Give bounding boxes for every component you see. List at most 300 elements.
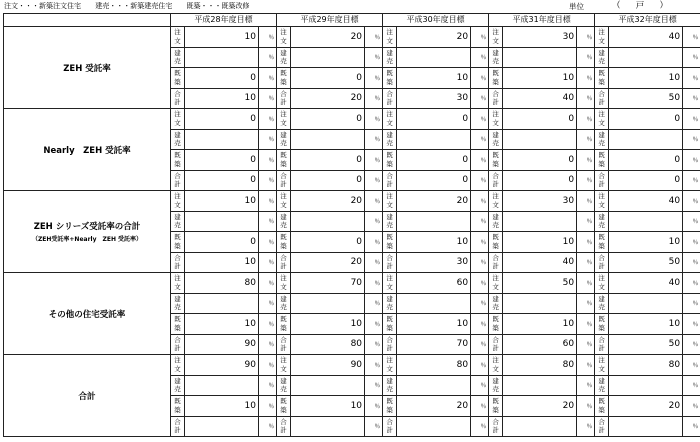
percent-unit: ％: [471, 293, 489, 314]
value-cell: 10: [291, 396, 365, 417]
value-cell: [397, 416, 471, 437]
row-type-char: 建: [280, 376, 287, 385]
value-cell: 20: [609, 396, 683, 417]
row-type-label: [595, 314, 609, 335]
table-row: [4, 355, 700, 376]
percent-unit: ％: [259, 47, 277, 68]
row-type-char: 計: [386, 426, 393, 435]
row-type-char: 既: [280, 151, 287, 160]
row-type-char: 売: [386, 385, 393, 394]
value-cell: 10: [185, 314, 259, 335]
row-type-char: 計: [492, 426, 499, 435]
row-type-label: [595, 170, 609, 191]
row-type-label: [171, 27, 185, 48]
row-type-label: [277, 416, 291, 437]
value-cell: [185, 293, 259, 314]
row-type-char: 売: [598, 221, 605, 230]
percent-unit: ％: [259, 191, 277, 212]
percent-unit: ％: [471, 27, 489, 48]
row-type-char: 計: [174, 180, 181, 189]
percent-unit: ％: [259, 232, 277, 253]
row-type-char: 売: [598, 139, 605, 148]
table-row: [4, 27, 700, 48]
row-type-label: [489, 273, 503, 294]
row-type-char: 計: [174, 426, 181, 435]
value-cell: [503, 211, 577, 232]
row-type-label: [595, 232, 609, 253]
row-type-label: [489, 47, 503, 68]
row-type-char: 文: [386, 282, 393, 291]
value-cell: [185, 129, 259, 150]
row-type-label: [595, 375, 609, 396]
row-type-label: [489, 232, 503, 253]
year-header: 平成28年度目標: [171, 14, 277, 27]
value-cell: 50: [609, 334, 683, 355]
value-cell: 20: [291, 252, 365, 273]
row-type-char: 合: [492, 253, 499, 262]
row-type-char: 築: [280, 405, 287, 414]
row-type-char: 売: [174, 57, 181, 66]
row-type-char: 合: [280, 335, 287, 344]
percent-unit: ％: [365, 375, 383, 396]
row-type-char: 築: [492, 241, 499, 250]
percent-unit: ％: [577, 293, 595, 314]
percent-unit: ％: [683, 27, 700, 48]
row-type-char: 文: [280, 200, 287, 209]
row-type-char: 注: [598, 28, 605, 37]
value-cell: 0: [291, 232, 365, 253]
value-cell: [397, 293, 471, 314]
value-cell: 30: [503, 27, 577, 48]
row-type-char: 築: [598, 323, 605, 332]
row-type-label: [595, 88, 609, 109]
percent-unit: ％: [471, 355, 489, 376]
row-type-char: 合: [492, 335, 499, 344]
row-type-label: [171, 355, 185, 376]
row-type-label: [383, 252, 397, 273]
percent-unit: ％: [683, 129, 700, 150]
row-type-char: 文: [280, 36, 287, 45]
value-cell: [397, 129, 471, 150]
row-type-label: [171, 273, 185, 294]
row-type-label: [171, 88, 185, 109]
row-type-label: [277, 211, 291, 232]
value-cell: [609, 375, 683, 396]
value-cell: 10: [185, 27, 259, 48]
percent-unit: ％: [471, 314, 489, 335]
row-type-label: [383, 109, 397, 130]
percent-unit: ％: [577, 396, 595, 417]
row-type-char: 計: [598, 426, 605, 435]
value-cell: 0: [291, 109, 365, 130]
row-type-label: [595, 150, 609, 171]
row-type-char: 築: [598, 159, 605, 168]
row-type-label: [277, 396, 291, 417]
row-type-char: 注: [386, 192, 393, 201]
value-cell: [291, 129, 365, 150]
value-cell: 40: [503, 88, 577, 109]
row-type-char: 既: [598, 397, 605, 406]
value-cell: 30: [397, 88, 471, 109]
percent-unit: ％: [365, 334, 383, 355]
row-type-char: 計: [598, 262, 605, 271]
row-type-label: [383, 150, 397, 171]
row-type-label: [595, 273, 609, 294]
row-type-char: 既: [280, 315, 287, 324]
row-type-char: 売: [280, 139, 287, 148]
row-type-char: 文: [598, 282, 605, 291]
row-type-label: [383, 273, 397, 294]
percent-unit: ％: [259, 375, 277, 396]
row-type-label: [171, 129, 185, 150]
row-type-char: 計: [598, 98, 605, 107]
value-cell: 0: [291, 68, 365, 89]
row-type-char: 建: [598, 376, 605, 385]
row-type-label: [171, 314, 185, 335]
percent-unit: ％: [577, 170, 595, 191]
row-type-char: 文: [598, 36, 605, 45]
row-type-char: 注: [598, 192, 605, 201]
row-type-char: 築: [386, 323, 393, 332]
value-cell: [291, 47, 365, 68]
row-type-char: 既: [386, 69, 393, 78]
row-type-char: 合: [174, 253, 181, 262]
value-cell: 0: [397, 109, 471, 130]
value-cell: 10: [609, 314, 683, 335]
row-type-char: 建: [174, 48, 181, 57]
value-cell: 80: [609, 355, 683, 376]
row-type-char: 売: [598, 385, 605, 394]
percent-unit: ％: [365, 27, 383, 48]
percent-unit: ％: [471, 334, 489, 355]
value-cell: 80: [397, 355, 471, 376]
row-type-label: [277, 150, 291, 171]
value-cell: 20: [503, 396, 577, 417]
corner-cell: [4, 14, 171, 27]
value-cell: 60: [397, 273, 471, 294]
row-type-label: [489, 314, 503, 335]
row-type-char: 売: [280, 57, 287, 66]
category-subtitle: （ZEH受託率+Nearly ZEH 受託率）: [31, 236, 143, 243]
abbreviation-legend: [4, 0, 261, 13]
row-type-char: 合: [280, 171, 287, 180]
row-type-char: 売: [386, 303, 393, 312]
category-cell: [4, 273, 171, 355]
row-type-char: 合: [492, 171, 499, 180]
row-type-label: [171, 68, 185, 89]
value-cell: [185, 47, 259, 68]
row-type-label: [595, 252, 609, 273]
percent-unit: ％: [683, 314, 700, 335]
row-type-char: 建: [492, 294, 499, 303]
row-type-char: 既: [174, 151, 181, 160]
row-type-char: 築: [174, 405, 181, 414]
percent-unit: ％: [577, 334, 595, 355]
row-type-label: [595, 47, 609, 68]
percent-unit: ％: [259, 129, 277, 150]
row-type-char: 築: [492, 405, 499, 414]
row-type-label: [383, 416, 397, 437]
value-cell: 10: [397, 68, 471, 89]
row-type-char: 注: [174, 110, 181, 119]
row-type-char: 合: [598, 335, 605, 344]
percent-unit: ％: [683, 273, 700, 294]
value-cell: [397, 211, 471, 232]
row-type-label: [277, 232, 291, 253]
row-type-char: 築: [174, 77, 181, 86]
row-type-char: 築: [598, 241, 605, 250]
percent-unit: ％: [259, 334, 277, 355]
row-type-char: 計: [492, 98, 499, 107]
value-cell: 30: [503, 191, 577, 212]
percent-unit: ％: [365, 150, 383, 171]
row-type-char: 築: [280, 323, 287, 332]
value-cell: 20: [397, 27, 471, 48]
row-type-char: 売: [492, 57, 499, 66]
percent-unit: ％: [577, 47, 595, 68]
value-cell: 0: [291, 170, 365, 191]
row-type-label: [171, 396, 185, 417]
row-type-char: 建: [492, 130, 499, 139]
row-type-label: [489, 88, 503, 109]
row-type-char: 建: [280, 48, 287, 57]
row-type-char: 既: [492, 397, 499, 406]
row-type-char: 計: [386, 98, 393, 107]
row-type-char: 売: [492, 303, 499, 312]
percent-unit: ％: [683, 232, 700, 253]
row-type-label: [595, 129, 609, 150]
row-type-label: [489, 109, 503, 130]
row-type-char: 売: [598, 57, 605, 66]
table-row: [4, 273, 700, 294]
row-type-label: [277, 68, 291, 89]
row-type-char: 合: [598, 171, 605, 180]
row-type-char: 築: [386, 405, 393, 414]
row-type-char: 合: [174, 417, 181, 426]
value-cell: 60: [503, 334, 577, 355]
value-cell: 10: [185, 396, 259, 417]
row-type-label: [171, 170, 185, 191]
row-type-char: 注: [174, 192, 181, 201]
value-cell: 10: [609, 232, 683, 253]
percent-unit: ％: [471, 170, 489, 191]
percent-unit: ％: [365, 293, 383, 314]
percent-unit: ％: [683, 416, 700, 437]
value-cell: 50: [609, 88, 683, 109]
percent-unit: ％: [365, 129, 383, 150]
row-type-label: [171, 232, 185, 253]
category-cell: [4, 109, 171, 191]
value-cell: 90: [185, 355, 259, 376]
percent-unit: ％: [365, 416, 383, 437]
value-cell: 20: [291, 88, 365, 109]
legend-item: 建売・・・新築建売住宅: [95, 2, 173, 10]
row-type-char: 既: [492, 233, 499, 242]
row-type-label: [277, 191, 291, 212]
row-type-char: 築: [386, 77, 393, 86]
row-type-char: 計: [386, 262, 393, 271]
percent-unit: ％: [259, 150, 277, 171]
row-type-label: [277, 334, 291, 355]
row-type-char: 既: [174, 69, 181, 78]
row-type-char: 築: [492, 159, 499, 168]
row-type-label: [277, 170, 291, 191]
row-type-char: 建: [386, 130, 393, 139]
percent-unit: ％: [471, 416, 489, 437]
row-type-char: 注: [598, 356, 605, 365]
row-type-char: 築: [174, 323, 181, 332]
row-type-label: [489, 396, 503, 417]
percent-unit: ％: [259, 68, 277, 89]
row-type-char: 文: [386, 36, 393, 45]
row-type-char: 建: [174, 294, 181, 303]
row-type-label: [383, 375, 397, 396]
row-type-label: [383, 232, 397, 253]
percent-unit: ％: [471, 47, 489, 68]
value-cell: 80: [185, 273, 259, 294]
value-cell: [503, 293, 577, 314]
category-name: 合計: [78, 391, 96, 402]
percent-unit: ％: [577, 355, 595, 376]
percent-unit: ％: [365, 68, 383, 89]
row-type-label: [277, 109, 291, 130]
row-type-char: 計: [280, 262, 287, 271]
value-cell: 0: [185, 232, 259, 253]
row-type-label: [171, 416, 185, 437]
row-type-char: 建: [492, 212, 499, 221]
value-cell: 90: [185, 334, 259, 355]
percent-unit: ％: [259, 109, 277, 130]
row-type-char: 建: [174, 130, 181, 139]
percent-unit: ％: [577, 191, 595, 212]
row-type-char: 既: [598, 151, 605, 160]
table-row: [4, 109, 700, 130]
row-type-char: 注: [280, 110, 287, 119]
row-type-char: 計: [492, 262, 499, 271]
row-type-label: [595, 109, 609, 130]
value-cell: [503, 416, 577, 437]
value-cell: 10: [609, 68, 683, 89]
row-type-char: 合: [174, 335, 181, 344]
category-name: その他の住宅受託率: [48, 309, 126, 320]
row-type-label: [595, 334, 609, 355]
row-type-char: 建: [386, 294, 393, 303]
row-type-char: 文: [386, 200, 393, 209]
row-type-char: 合: [386, 89, 393, 98]
unit-value-text: 戸: [635, 1, 645, 11]
row-type-label: [489, 191, 503, 212]
value-cell: 80: [503, 355, 577, 376]
row-type-char: 計: [174, 262, 181, 271]
row-type-char: 築: [492, 77, 499, 86]
percent-unit: ％: [471, 273, 489, 294]
percent-unit: ％: [365, 232, 383, 253]
row-type-char: 売: [280, 385, 287, 394]
row-type-char: 建: [492, 376, 499, 385]
percent-unit: ％: [577, 232, 595, 253]
row-type-label: [489, 293, 503, 314]
row-type-char: 築: [174, 241, 181, 250]
row-type-char: 売: [174, 385, 181, 394]
value-cell: 70: [291, 273, 365, 294]
row-type-char: 売: [492, 221, 499, 230]
value-cell: [609, 416, 683, 437]
row-type-label: [383, 68, 397, 89]
row-type-char: 注: [386, 110, 393, 119]
value-cell: [609, 211, 683, 232]
row-type-char: 注: [492, 28, 499, 37]
row-type-char: 建: [598, 212, 605, 221]
row-type-char: 文: [492, 36, 499, 45]
row-type-label: [383, 314, 397, 335]
row-type-char: 合: [174, 171, 181, 180]
percent-unit: ％: [683, 211, 700, 232]
value-cell: 80: [291, 334, 365, 355]
row-type-label: [171, 47, 185, 68]
row-type-char: 文: [280, 118, 287, 127]
row-type-char: 売: [386, 221, 393, 230]
value-cell: 50: [609, 252, 683, 273]
row-type-char: 注: [280, 192, 287, 201]
row-type-char: 既: [174, 315, 181, 324]
row-type-char: 建: [280, 212, 287, 221]
row-type-char: 注: [174, 274, 181, 283]
row-type-char: 既: [386, 397, 393, 406]
percent-unit: ％: [683, 47, 700, 68]
row-type-char: 売: [386, 57, 393, 66]
value-cell: [609, 129, 683, 150]
row-type-char: 合: [598, 417, 605, 426]
category-name: ZEH シリーズ受託率の合計: [33, 222, 141, 232]
row-type-label: [383, 211, 397, 232]
value-cell: 10: [185, 88, 259, 109]
row-type-label: [171, 211, 185, 232]
percent-unit: ％: [471, 88, 489, 109]
row-type-char: 既: [280, 397, 287, 406]
percent-unit: ％: [365, 396, 383, 417]
value-cell: 10: [185, 252, 259, 273]
row-type-label: [383, 293, 397, 314]
row-type-label: [595, 191, 609, 212]
row-type-char: 合: [598, 253, 605, 262]
row-type-char: 築: [492, 323, 499, 332]
row-type-label: [277, 252, 291, 273]
percent-unit: ％: [365, 47, 383, 68]
percent-unit: ％: [577, 314, 595, 335]
target-table: [3, 13, 700, 437]
row-type-char: 建: [174, 212, 181, 221]
row-type-char: 文: [492, 200, 499, 209]
row-type-char: 合: [280, 89, 287, 98]
row-type-char: 建: [598, 130, 605, 139]
row-type-char: 既: [598, 233, 605, 242]
percent-unit: ％: [259, 211, 277, 232]
row-type-label: [171, 150, 185, 171]
row-type-char: 計: [280, 426, 287, 435]
percent-unit: ％: [577, 211, 595, 232]
value-cell: 0: [503, 109, 577, 130]
value-cell: [185, 416, 259, 437]
percent-unit: ％: [365, 170, 383, 191]
row-type-char: 建: [492, 48, 499, 57]
row-type-char: 注: [280, 274, 287, 283]
row-type-label: [595, 416, 609, 437]
row-type-char: 注: [386, 356, 393, 365]
unit-label: 単位: [569, 2, 584, 11]
row-type-char: 建: [280, 294, 287, 303]
value-cell: 10: [185, 191, 259, 212]
legend-item: 注文・・・新築注文住宅: [4, 2, 81, 10]
